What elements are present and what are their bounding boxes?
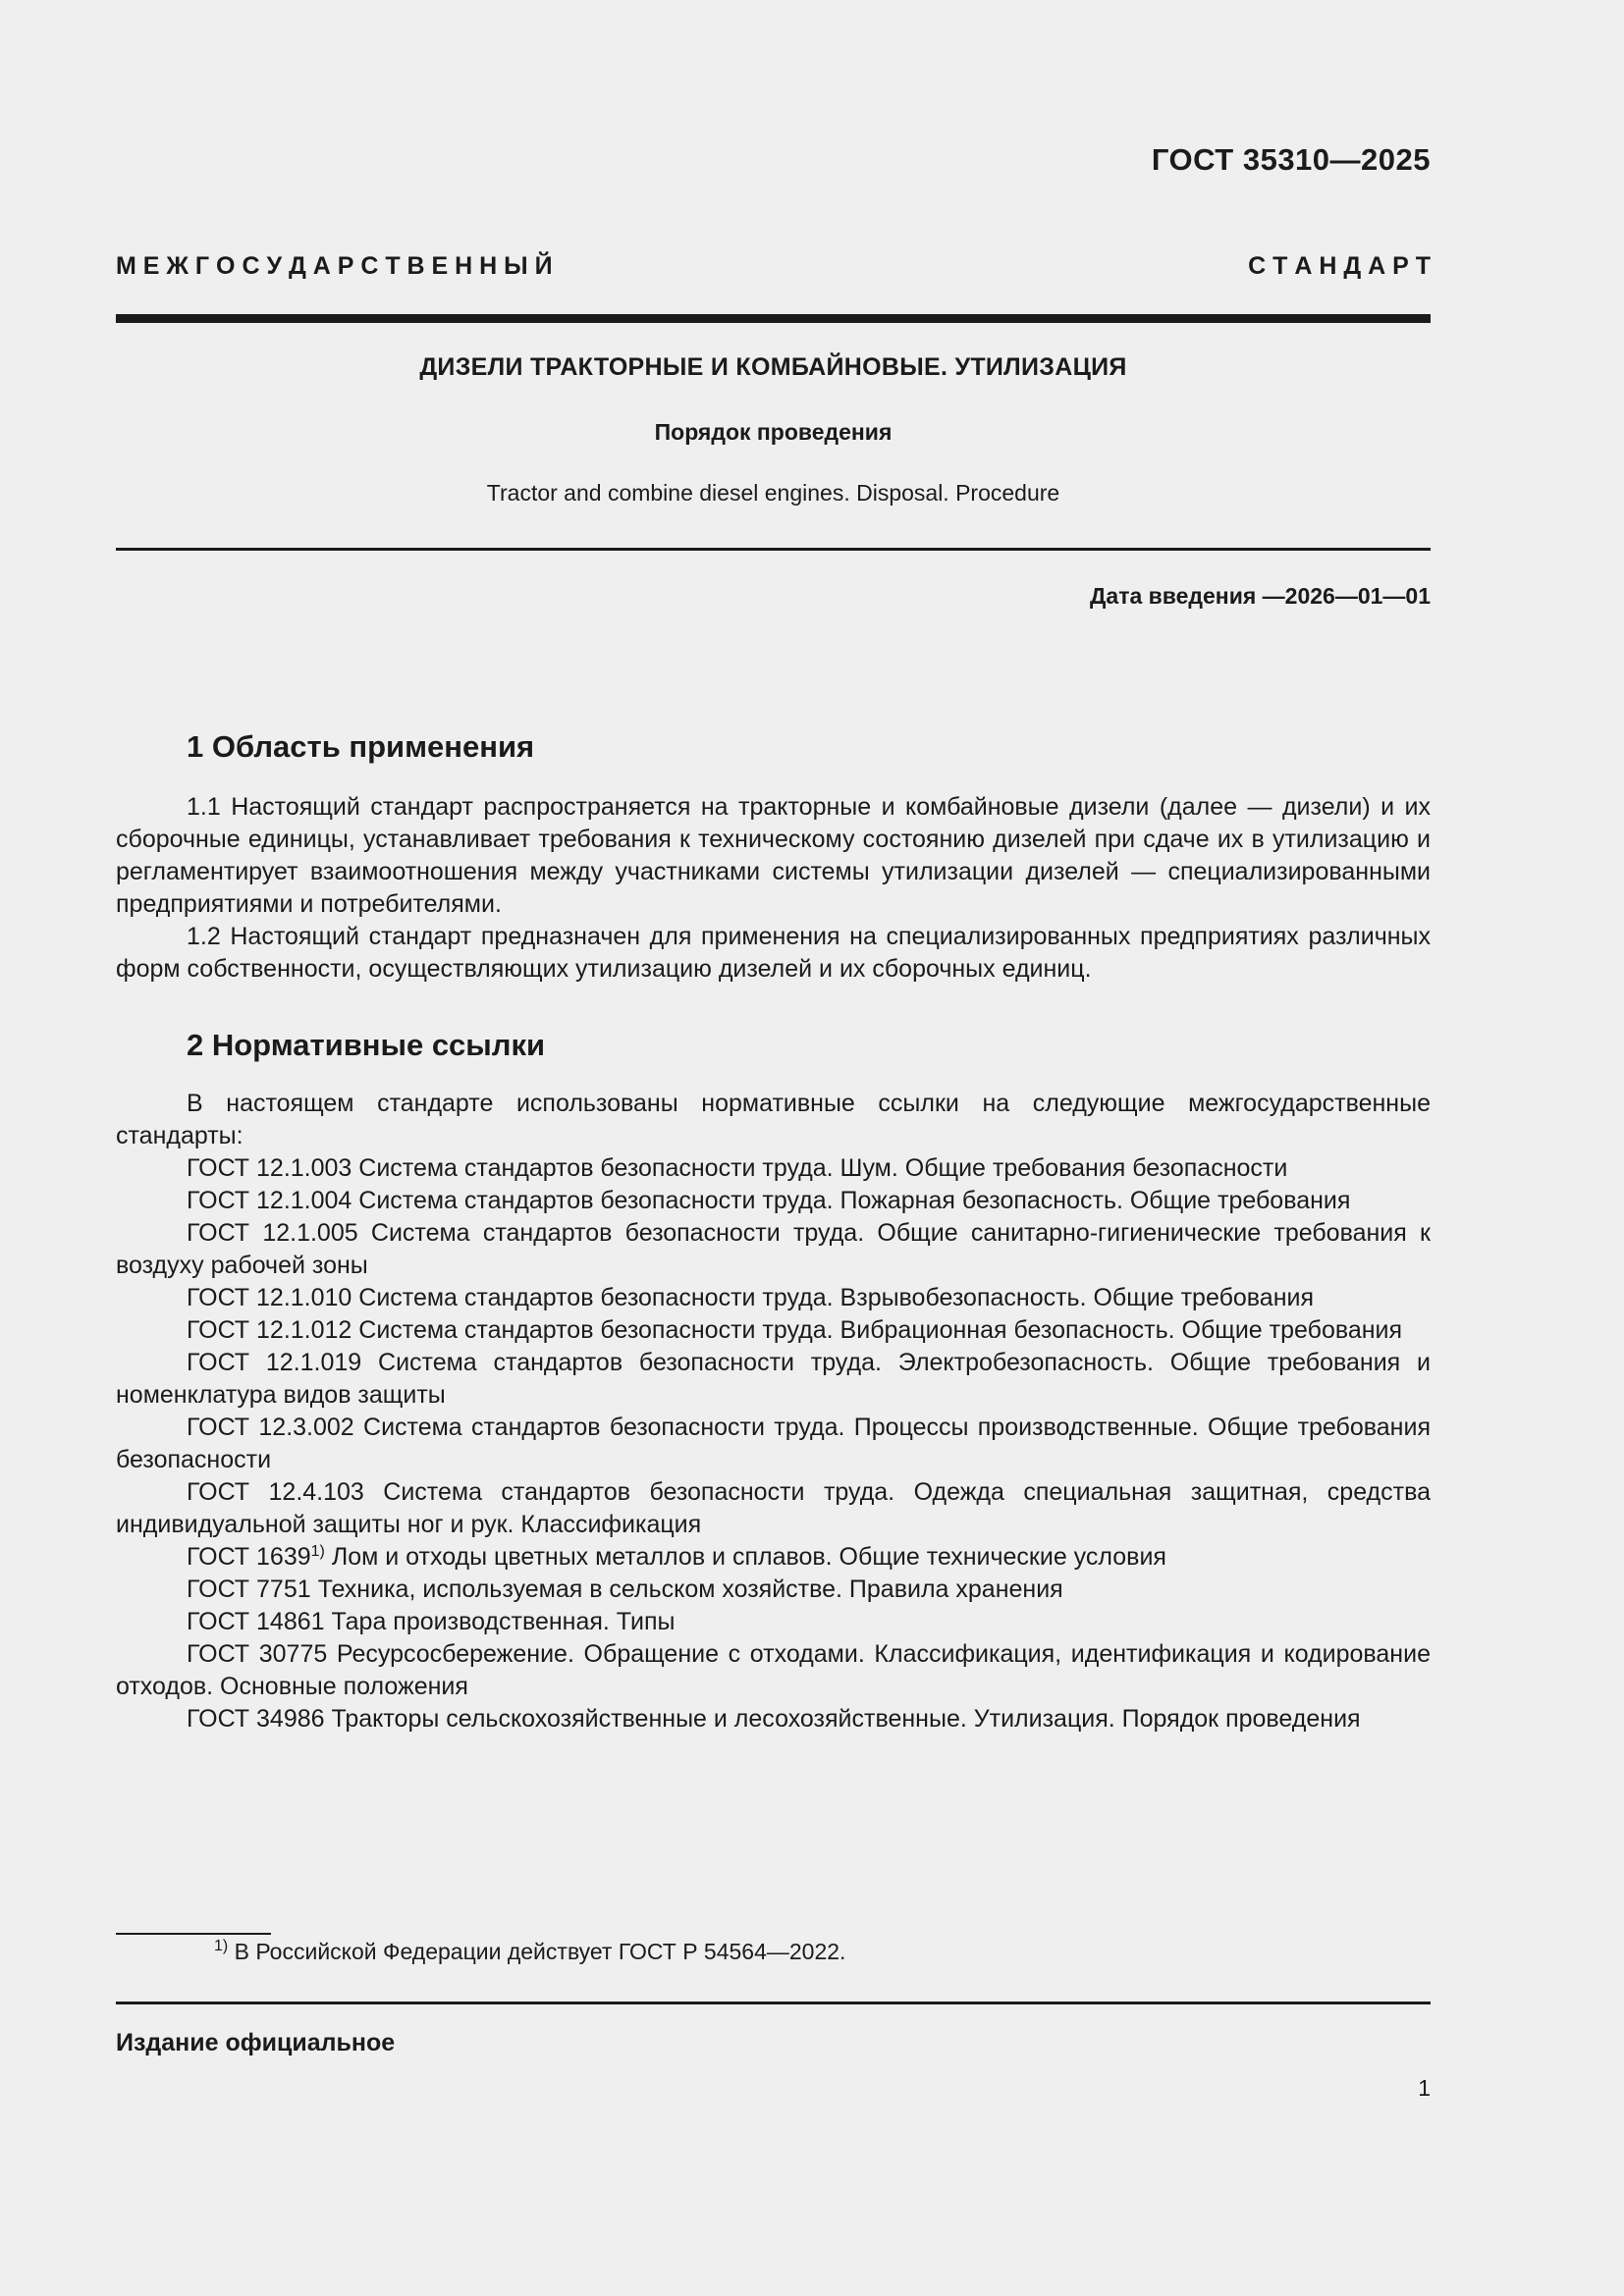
page-number: 1 [1418, 2075, 1431, 2101]
reference-item: ГОСТ 12.1.019 Система стандартов безопасности труда. Электробезопасность. Общие требования и номенклатура видов защиты [116, 1349, 1431, 1409]
reference-item: ГОСТ 12.4.103 Система стандартов безопасности труда. Одежда специальная защитная, средства индивидуальной защиты ног и рук. Классификация [116, 1478, 1431, 1538]
standard-type-header [116, 252, 1431, 281]
normative-references-list [116, 1088, 1431, 1735]
document-subtitle: Порядок проведения [654, 419, 893, 445]
paragraph-1-2: 1.2 Настоящий стандарт предназначен для применения на специализированных предприятиях различных форм собственности, осуществляющих утилизацию дизелей и их сборочных единиц. [116, 923, 1431, 983]
reference-item: ГОСТ 7751 Техника, используемая в сельском хозяйстве. Правила хранения [187, 1575, 1063, 1603]
standard-type-word-standard: С Т А Н Д А Р Т [1248, 252, 1431, 280]
reference-item: ГОСТ 12.1.010 Система стандартов безопасности труда. Взрывобезопасность. Общие требования [187, 1284, 1315, 1311]
section-heading-normative-references: 2 Нормативные ссылки [187, 1028, 546, 1062]
reference-item: ГОСТ 34986 Тракторы сельскохозяйственные и лесохозяйственные. Утилизация. Порядок проведения [187, 1705, 1361, 1733]
title-divider [116, 548, 1431, 551]
reference-item: ГОСТ 12.3.002 Система стандартов безопасности труда. Процессы производственные. Общие требования безопасности [116, 1414, 1431, 1473]
reference-item: ГОСТ 14861 Тара производственная. Типы [187, 1608, 676, 1635]
document-title: ДИЗЕЛИ ТРАКТОРНЫЕ И КОМБАЙНОВЫЕ. УТИЛИЗАЦИЯ [419, 353, 1127, 381]
reference-item: ГОСТ 12.1.003 Система стандартов безопасности труда. Шум. Общие требования безопасности [187, 1154, 1288, 1182]
footnote-text: В Российской Федерации действует ГОСТ Р 54564—2022. [228, 1939, 846, 1964]
document-number: ГОСТ 35310—2025 [1151, 142, 1431, 177]
footnote [214, 1939, 845, 1965]
standard-type-word-interstate: М Е Ж Г О С У Д А Р С Т В Е Н Н Ы Й [116, 252, 553, 280]
footnote-divider [116, 1933, 271, 1935]
official-edition-label: Издание официальное [116, 2029, 396, 2056]
reference-item: ГОСТ 12.1.012 Система стандартов безопасности труда. Вибрационная безопасность. Общие требования [187, 1316, 1403, 1344]
footnote-mark: 1) [310, 1543, 325, 1560]
reference-item: ГОСТ 12.1.005 Система стандартов безопасности труда. Общие санитарно-гигиенические требования к воздуху рабочей зоны [116, 1219, 1431, 1279]
reference-item: ГОСТ 12.1.004 Система стандартов безопасности труда. Пожарная безопасность. Общие требования [187, 1187, 1351, 1214]
section-heading-scope: 1 Область применения [187, 729, 535, 764]
section-scope-body [116, 791, 1431, 986]
document-page [116, 0, 1431, 2296]
reference-item-gost-1639 [116, 1541, 1431, 1574]
document-title-english: Tractor and combine diesel engines. Disposal. Procedure [486, 480, 1060, 506]
reference-code: ГОСТ 1639 [187, 1543, 311, 1571]
header-divider [116, 314, 1431, 323]
paragraph-1-1: 1.1 Настоящий стандарт распространяется на тракторные и комбайновые дизели (далее — дизели) и их сборочные единицы, устанавливает требования к техническому состоянию дизелей при сдаче их в утилизацию и регламентирует взаимоотношения между участниками системы утилизации дизелей — специализированными предприятиями и потребителями. [116, 793, 1431, 918]
footnote-mark: 1) [214, 1938, 229, 1954]
references-intro: В настоящем стандарте использованы нормативные ссылки на следующие межгосударственные стандарты: [116, 1090, 1431, 1149]
footer-divider [116, 2002, 1431, 2004]
introduction-date: Дата введения —2026—01—01 [1090, 583, 1431, 609]
reference-item: ГОСТ 30775 Ресурсосбережение. Обращение с отходами. Классификация, идентификация и кодирование отходов. Основные положения [116, 1640, 1431, 1700]
reference-text: Лом и отходы цветных металлов и сплавов. Общие технические условия [324, 1543, 1166, 1571]
